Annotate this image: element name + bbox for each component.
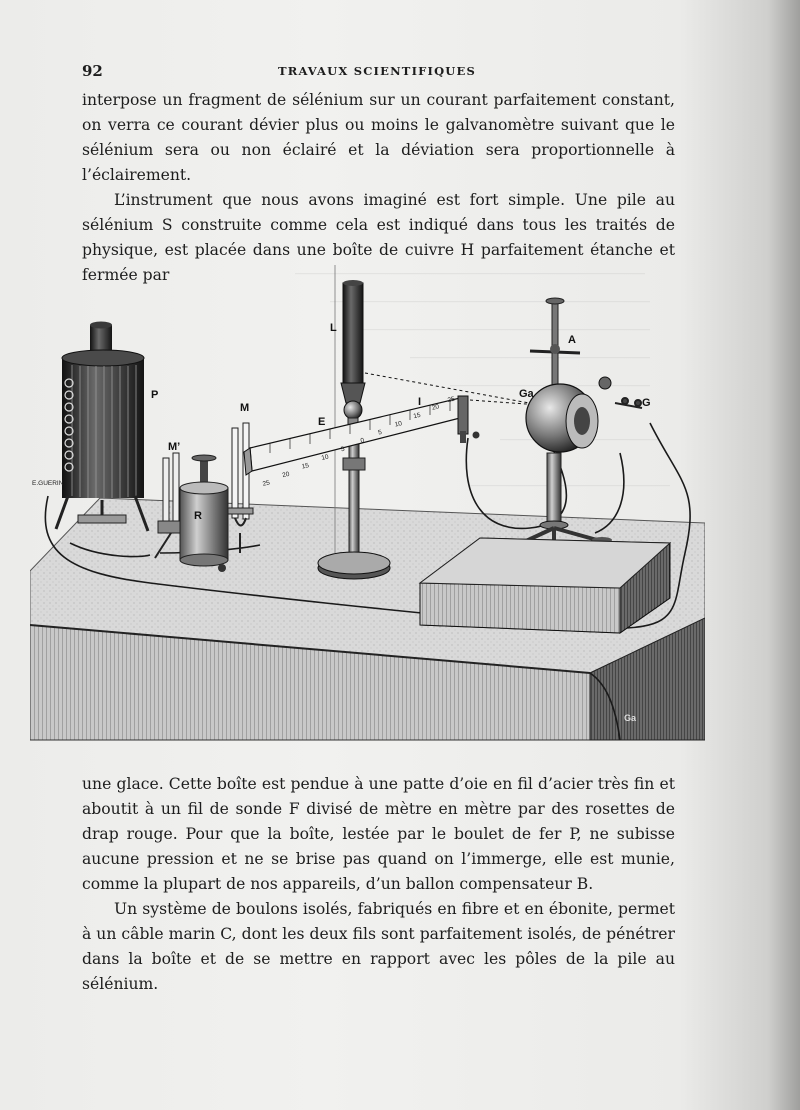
- label-e: E: [318, 416, 326, 428]
- running-title: TRAVAUX SCIENTIFIQUES: [277, 64, 477, 78]
- page-number: 92: [82, 62, 103, 80]
- label-p: P: [151, 389, 159, 401]
- scale-tick-label: 20: [431, 403, 440, 412]
- label-ga-bottom: Ga: [624, 713, 637, 723]
- regulator-r: [180, 455, 228, 572]
- scale-tick-label: 25: [446, 395, 456, 405]
- label-ga-top: Ga: [519, 388, 534, 400]
- label-i: I: [418, 396, 422, 408]
- scale-tick-label: 0: [359, 437, 365, 445]
- label-m-prime: M’: [168, 441, 181, 453]
- paragraph-glass-box: une glace. Cette boîte est pendue à une patte d’oie en fil d’acier très fin et aboutit à un fil de sonde F divisé de mètre en mètre par des rosettes de drap rouge. Pour que la boîte, lestée par le boulet de fer P, ne subisse aucune pression et ne se brise pas quand on l’immerge, elle est munie, comme la plupart de nos appareils, d’un ballon compensateur B.: [82, 775, 675, 893]
- scale-tick-label: 25: [262, 479, 271, 488]
- paragraph-bolts: Un système de boulons isolés, fabriqués en fibre et en ébonite, permet à un câble marin C, dont les deux fils sont parfaitement isolés, de pénétrer dans la boîte et de se mettre en rapport avec les pôles de la pile au sélénium.: [82, 900, 675, 993]
- scale-tick-label: 5: [340, 445, 346, 454]
- scale-tick-label: 5: [377, 428, 383, 437]
- scale-tick-label: 20: [281, 470, 291, 480]
- label-a: A: [568, 334, 576, 346]
- paragraph-instrument: L’instrument que nous avons imaginé est fort simple. Une pile au sélénium S construite comme cela est indiqué dans tous les traités de physique, est placée dans une boîte de cuivre H parfaitement étanche et fermée par: [82, 191, 675, 284]
- label-l: L: [330, 322, 337, 334]
- scale-tick-label: 10: [320, 453, 330, 462]
- page-header: [82, 62, 672, 84]
- label-m: M: [240, 402, 250, 414]
- label-g: G: [642, 397, 651, 409]
- scale-tick-label: 10: [394, 420, 403, 429]
- paragraph-continuation: interpose un fragment de sélénium sur un courant parfaitement constant, on verra ce courant dévier plus ou moins le galvanomètre suivant que le sélénium sera ou non éclairé et la déviation sera proportionnelle à l’éclairement.: [82, 91, 675, 184]
- scale-tick-label: 15: [301, 462, 310, 471]
- engraver-signature: E.GUERIN: [32, 480, 64, 487]
- scale-tick-label: 15: [412, 411, 422, 421]
- apparatus-illustration: [30, 253, 705, 743]
- text-block-bottom: [82, 772, 675, 997]
- label-r: R: [194, 510, 202, 522]
